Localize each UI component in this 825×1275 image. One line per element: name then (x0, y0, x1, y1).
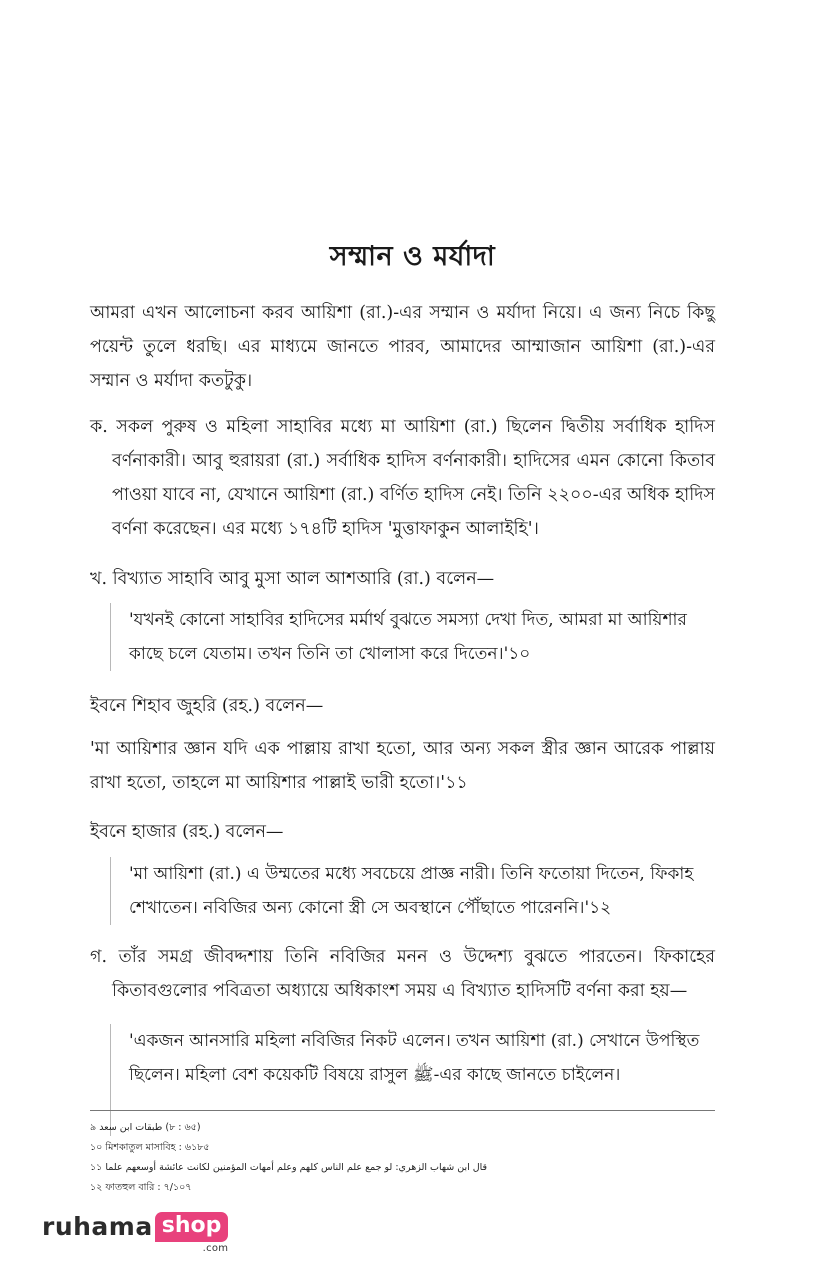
hajar-intro: ইবনে হাজার (রহ.) বলেন— (90, 822, 284, 842)
logo-text-com: .com (202, 1243, 229, 1254)
footnote-11: ১১ قال ابن شهاب الزهري: لو جمع علم الناس كلهم وعلم أمهات المؤمنين لكانت عائشة أوسعهم علما (90, 1162, 488, 1173)
intro-paragraph: আমরা এখন আলোচনা করব আয়িশা (রা.)-এর সম্মান ও মর্যাদা নিয়ে। এ জন্য নিচে কিছু পয়েন্ট তুলে ধরছি। এর মাধ্যমে জানতে পারব, আমাদের আম্মাজান আয়িশা (রা.)-এর সম্মান ও মর্যাদা কতটুকু। (90, 303, 715, 391)
chapter-title: সম্মান ও মর্যাদা (329, 241, 496, 272)
blockquote-abu-musa: 'যখনই কোনো সাহাবির হাদিসের মর্মার্থ বুঝতে সমস্যা দেখা দিত, আমরা মা আয়িশার কাছে চলে যেতাম। তখন তিনি তা খোলাসা করে দিতেন।'১০ (110, 603, 715, 671)
zuhri-intro: ইবনে শিহাব জুহরি (রহ.) বলেন— (90, 696, 324, 716)
zuhri-quote: 'মা আয়িশার জ্ঞান যদি এক পাল্লায় রাখা হতো, আর অন্য সকল স্ত্রীর জ্ঞান আরেক পাল্লায় রাখা হতো, তাহলে মা আয়িশার পাল্লাই ভারী হতো।'১১ (90, 739, 715, 793)
footnote-10: ১০ মিশকাতুল মাসাবিহ : ৬১৮৫ (90, 1142, 210, 1153)
logo-shop-badge (155, 1212, 229, 1254)
footnote-divider (90, 1110, 715, 1111)
blockquote-ansari: 'একজন আনসারি মহিলা নবিজির নিকট এলেন। তখন আয়িশা (রা.) সেখানে উপস্থিত ছিলেন। মহিলা বেশ কয়েকটি বিষয়ে রাসুল ﷺ-এর কাছে জানতে চাইলেন। (110, 1024, 715, 1136)
footnote-9: ৯ طبقات ابن سعد (৮ : ৬৫) (90, 1122, 201, 1133)
point-kha: খ. বিখ্যাত সাহাবি আবু মুসা আল আশআরি (রা.) বলেন— (90, 569, 495, 589)
ruhamashop-logo (42, 1212, 228, 1252)
logo-text-shop: shop (155, 1212, 229, 1242)
logo-text-ruhama: ruhama (42, 1212, 153, 1241)
blockquote-ibn-hajar: 'মা আয়িশা (রা.) এ উম্মতের মধ্যে সবচেয়ে প্রাজ্ঞ নারী। তিনি ফতোয়া দিতেন, ফিকাহ শেখাতেন। নবিজির অন্য কোনো স্ত্রী সে অবস্থানে পৌঁছাতে পারেননি।'১২ (110, 857, 715, 925)
point-ga: গ. তাঁর সমগ্র জীবদ্দশায় তিনি নবিজির মনন ও উদ্দেশ্য বুঝতে পারতেন। ফিকাহের কিতাবগুলোর পবিত্রতা অধ্যায়ে অধিকাংশ সময় এ বিখ্যাত হাদিসটি বর্ণনা করা হয়— (90, 947, 715, 1001)
point-ka: ক. সকল পুরুষ ও মহিলা সাহাবির মধ্যে মা আয়িশা (রা.) ছিলেন দ্বিতীয় সর্বাধিক হাদিস বর্ণনাকারী। আবু হুরায়রা (রা.) সর্বাধিক হাদিস বর্ণনাকারী। হাদিসের এমন কোনো কিতাব পাওয়া যাবে না, যেখানে আয়িশা (রা.) বর্ণিত হাদিস নেই। তিনি ২২০০-এর অধিক হাদিস বর্ণনা করেছেন। এর মধ্যে ১৭৪টি হাদিস 'মুত্তাফাকুন আলাইহি'। (90, 417, 715, 539)
footnote-12: ১২ ফাতহুল বারি : ৭/১০৭ (90, 1182, 192, 1193)
